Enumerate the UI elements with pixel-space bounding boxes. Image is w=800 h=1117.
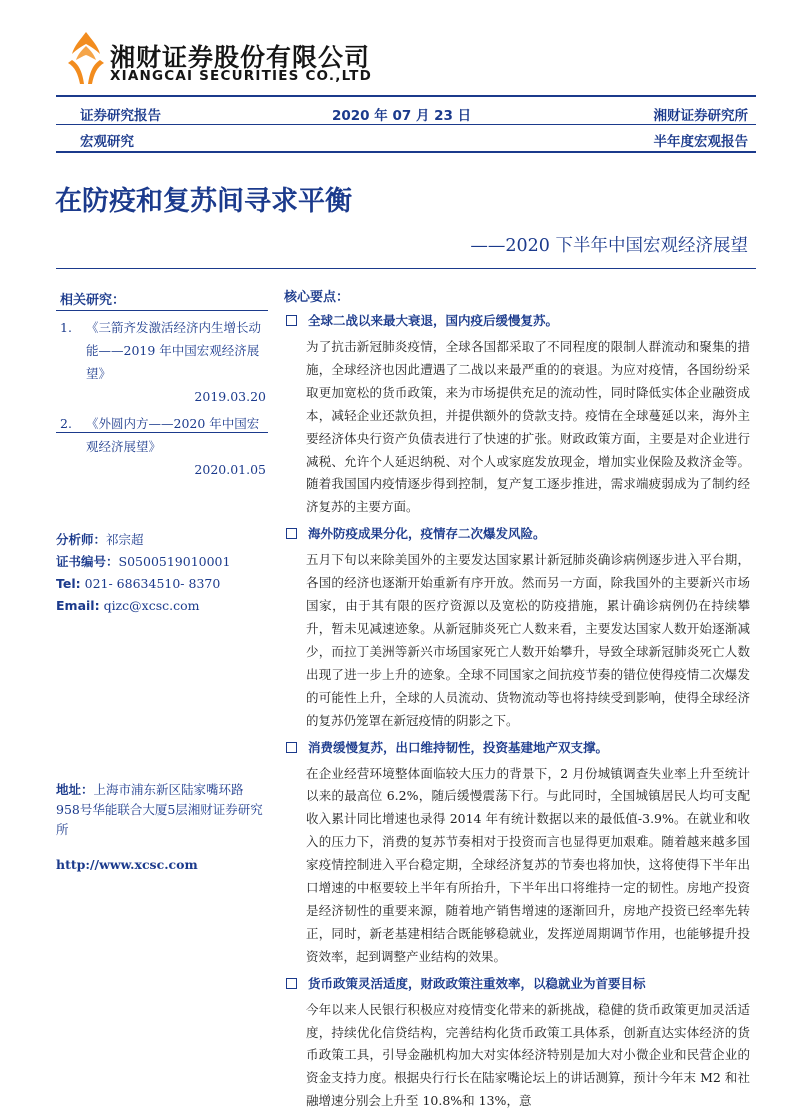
company-name-en: XIANGCAI SECURITIES CO.,LTD: [110, 68, 372, 84]
section-heading: 消费缓慢复苏，出口维持韧性，投资基建地产双支撑。: [284, 737, 750, 759]
related-item[interactable]: [56, 412, 266, 481]
institute-name: 湘财证券研究所: [653, 108, 748, 124]
related-label: 相关研究：: [60, 293, 126, 308]
analyst-label: 分析师：: [56, 532, 107, 547]
section-body: 今年以来人民银行积极应对疫情变化带来的新挑战，稳健的货币政策更加灵活适度，持续优化信贷结构，完善结构化货币政策工具体系，创新直达实体经济的货币政策工具，引导金融机构加大对实体经济特别是加大对小微企业和民营企业的资金支持力度。根据央行行长在陆家嘴论坛上的讲话测算，预计今年末 M2 和社融增速分别会上升至 10.8%和 13%，意: [306, 1001, 750, 1109]
header-mid-rule: [56, 124, 756, 125]
related-item-text: 《外圆内方——2020 年中国宏观经济展望》: [86, 416, 260, 454]
page-subtitle: ——2020 下半年中国宏观经济展望: [470, 236, 748, 256]
company-logo-icon: [66, 30, 106, 86]
address-text: 上海市浦东新区陆家嘴环路958号华能联合大厦5层湘财证券研究所: [56, 782, 263, 837]
checkbox-bullet-icon: [286, 978, 297, 989]
section-heading: 全球二战以来最大衰退，国内疫后缓慢复苏。: [284, 310, 750, 332]
related-item-date: 2019.03.20: [194, 389, 266, 404]
checkbox-bullet-icon: [286, 315, 297, 326]
tel-line: [56, 575, 220, 593]
page-title: 在防疫和复苏间寻求平衡: [55, 186, 352, 217]
website-link[interactable]: http://www.xcsc.com: [56, 857, 198, 872]
header-top-rule: [56, 95, 756, 97]
checkbox-bullet-icon: [286, 742, 297, 753]
related-item-date: 2020.01.05: [194, 462, 266, 477]
core-label: 核心要点：: [284, 290, 350, 305]
section-heading: 海外防疫成果分化，疫情存二次爆发风险。: [284, 523, 750, 545]
email-line: [56, 597, 199, 615]
analyst-name: 祁宗超: [106, 532, 144, 547]
cert-number: S0500519010001: [118, 554, 231, 569]
email-address[interactable]: qizc@xcsc.com: [103, 598, 200, 613]
section-heading: 货币政策灵活适度，财政政策注重效率，以稳就业为首要目标: [284, 973, 750, 995]
related-item-num: 1.: [60, 320, 72, 335]
report-type: 证券研究报告: [80, 108, 161, 124]
cert-label: 证书编号：: [56, 554, 119, 569]
report-date: 2020 年 07 月 23 日: [332, 108, 472, 124]
header-bottom-rule: [56, 151, 756, 153]
report-category: 宏观研究: [80, 134, 134, 150]
address-label: 地址：: [56, 782, 94, 797]
address-block: [56, 780, 266, 840]
core-points: [284, 310, 750, 1117]
related-item-num: 2.: [60, 416, 72, 431]
company-name-cn: 湘财证券股份有限公司: [110, 43, 371, 72]
related-list: [56, 316, 266, 485]
related-item-text: 《三箭齐发激活经济内生增长动能——2019 年中国宏观经济展望》: [86, 320, 262, 381]
section-body: 为了抗击新冠肺炎疫情，全球各国都采取了不同程度的限制人群流动和聚集的措施，全球经济也因此遭遇了二战以来最严重的的衰退。为应对疫情，各国纷纷采取更加宽松的货币政策，来为市场提供充足的流动性，同时降低实体企业融资成本，减轻企业还款负担，并提供额外的贷款支持。疫情在全球蔓延以来，海外主要经济体央行资产负债表进行了快速的扩张。财政政策方面，主要是对企业进行减税、允许个人延迟纳税、对个人或家庭发放现金，增加实业保险及救济金等。随着我国国内疫情逐步得到控制，复产复工逐步推进，需求端疲弱成为了制约经济复苏的主要方面。: [306, 339, 750, 515]
section-body: 在企业经营环境整体面临较大压力的背景下，2 月份城镇调查失业率上升至统计以来的最高位 6.2%，随后缓慢震荡下行。与此同时，全国城镇居民人均可支配收入累计同比增速也录得 2014 年有统计数据以来的最低值-3.9%。在就业和收入的压力下，消费的复苏节奏相对于投资而言也显得更加艰难。随着越来越多国家疫情控制进入平台稳定期，全球经济复苏的节奏也将加快，这将使得下半年出口增速的中枢要较上半年有所抬升，下半年出口将维持一定的韧性。房地产投资是经济韧性的重要来源，随着地产销售增速的逐渐回升，房地产投资已经率先转正，同时，新老基建相结合既能够稳就业，发挥逆周期调节作用，也能够提升投资效率，起到调整产业结构的效果。: [306, 765, 750, 964]
analyst-line: [56, 531, 144, 549]
section-body: 五月下旬以来除美国外的主要发达国家累计新冠肺炎确诊病例逐步进入平台期，各国的经济也逐渐开始重新有序开放。然而另一方面，除我国外的主要新兴市场国家，由于其有限的医疗资源以及宽松的防疫措施，累计确诊病例仍在持续攀升，暂未见减速迹象。从新冠肺炎死亡人数来看，主要发达国家人数开始逐渐减少，而拉丁美洲等新兴市场国家死亡人数开始攀升，导致全球新冠肺炎死亡人数出现了进一步上升的迹象。全球不同国家之间抗疫节奏的错位使得疫情二次爆发的可能性上升，全球的人员流动、货物流动等也将持续受到影响，使得全球经济的复苏仍笼罩在新冠疫情的阴影之下。: [306, 552, 750, 728]
email-label: Email:: [56, 598, 100, 613]
cert-line: [56, 553, 230, 571]
tel-number: 021- 68634510- 8370: [84, 576, 221, 591]
tel-label: Tel:: [56, 576, 81, 591]
related-bottom-rule: [56, 432, 268, 433]
related-rule: [56, 310, 268, 311]
checkbox-bullet-icon: [286, 528, 297, 539]
report-kind: 半年度宏观报告: [653, 134, 748, 150]
related-item[interactable]: [56, 316, 266, 408]
title-rule: [56, 268, 756, 269]
